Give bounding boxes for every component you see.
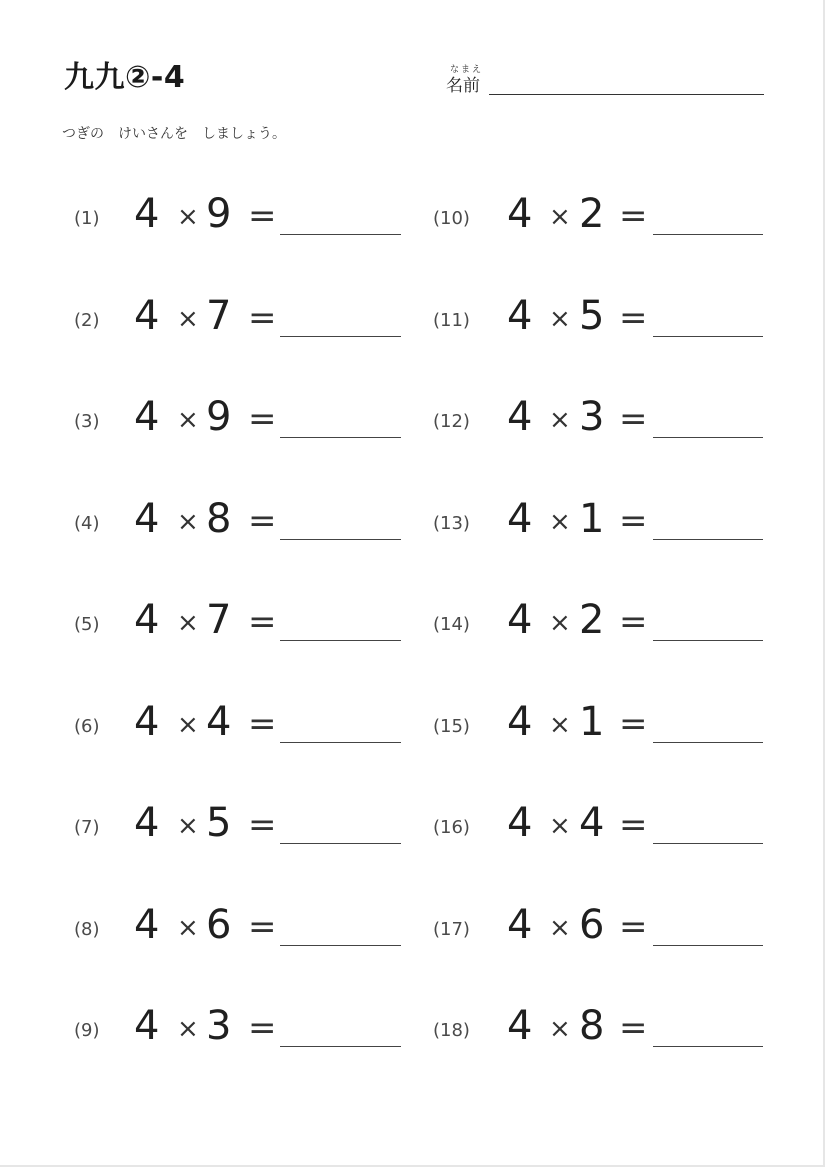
problem-item [433, 191, 773, 240]
multiplicand: 4 [507, 293, 533, 339]
answer-line[interactable] [280, 640, 401, 641]
multiplicand: 4 [134, 1003, 160, 1049]
problem-number: (8) [74, 919, 100, 940]
answer-line[interactable] [653, 234, 763, 235]
equals-sign: = [248, 1008, 277, 1048]
times-sign: × [549, 405, 571, 435]
multiplicand: 4 [507, 699, 533, 745]
problem-item [433, 800, 773, 849]
equals-sign: = [248, 196, 277, 236]
multiplicand: 4 [507, 902, 533, 948]
multiplicand: 4 [507, 394, 533, 440]
multiplicand: 4 [134, 597, 160, 643]
answer-line[interactable] [280, 234, 401, 235]
equals-sign: = [619, 805, 648, 845]
problem-item [74, 191, 414, 240]
equals-sign: = [248, 907, 277, 947]
problem-item [74, 800, 414, 849]
multiplier: 3 [579, 394, 605, 440]
problem-number: (7) [74, 817, 100, 838]
problem-item [433, 496, 773, 545]
problem-item [74, 1003, 414, 1052]
problem-number: (5) [74, 614, 100, 635]
problem-item [433, 394, 773, 443]
problem-item [74, 699, 414, 748]
times-sign: × [549, 1014, 571, 1044]
name-label: 名前 [446, 76, 480, 96]
multiplicand: 4 [507, 496, 533, 542]
problem-item [74, 597, 414, 646]
problem-number: (17) [433, 919, 470, 940]
problem-number: (12) [433, 411, 470, 432]
multiplier: 6 [206, 902, 232, 948]
problem-number: (9) [74, 1020, 100, 1041]
answer-line[interactable] [280, 742, 401, 743]
times-sign: × [177, 1014, 199, 1044]
answer-line[interactable] [280, 336, 401, 337]
equals-sign: = [248, 399, 277, 439]
multiplicand: 4 [507, 191, 533, 237]
answer-line[interactable] [653, 539, 763, 540]
answer-line[interactable] [653, 742, 763, 743]
problem-number: (2) [74, 310, 100, 331]
answer-line[interactable] [653, 437, 763, 438]
multiplier: 3 [206, 1003, 232, 1049]
multiplier: 9 [206, 191, 232, 237]
answer-line[interactable] [653, 640, 763, 641]
multiplier: 5 [579, 293, 605, 339]
multiplicand: 4 [134, 191, 160, 237]
multiplier: 5 [206, 800, 232, 846]
multiplicand: 4 [507, 800, 533, 846]
equals-sign: = [619, 1008, 648, 1048]
multiplier: 2 [579, 191, 605, 237]
problem-number: (11) [433, 310, 470, 331]
multiplier: 1 [579, 699, 605, 745]
multiplicand: 4 [507, 597, 533, 643]
multiplicand: 4 [134, 496, 160, 542]
problem-item [74, 496, 414, 545]
answer-line[interactable] [280, 539, 401, 540]
answer-line[interactable] [280, 1046, 401, 1047]
problem-number: (13) [433, 513, 470, 534]
equals-sign: = [619, 196, 648, 236]
problem-number: (6) [74, 716, 100, 737]
problem-item [74, 293, 414, 342]
instruction-text: つぎの けいさんを しましょう。 [62, 126, 286, 142]
times-sign: × [549, 913, 571, 943]
name-ruby: なまえ [450, 65, 484, 75]
times-sign: × [177, 405, 199, 435]
page-title: 九九②-4 [64, 60, 186, 95]
equals-sign: = [619, 602, 648, 642]
times-sign: × [549, 608, 571, 638]
problem-item [433, 699, 773, 748]
name-answer-line[interactable] [489, 94, 764, 95]
multiplicand: 4 [507, 1003, 533, 1049]
times-sign: × [549, 811, 571, 841]
equals-sign: = [619, 704, 648, 744]
times-sign: × [177, 811, 199, 841]
multiplier: 6 [579, 902, 605, 948]
times-sign: × [549, 507, 571, 537]
multiplicand: 4 [134, 902, 160, 948]
times-sign: × [549, 710, 571, 740]
multiplicand: 4 [134, 699, 160, 745]
equals-sign: = [619, 907, 648, 947]
problem-number: (15) [433, 716, 470, 737]
equals-sign: = [248, 602, 277, 642]
times-sign: × [549, 202, 571, 232]
multiplier: 2 [579, 597, 605, 643]
equals-sign: = [619, 298, 648, 338]
multiplier: 8 [206, 496, 232, 542]
equals-sign: = [248, 298, 277, 338]
name-field [446, 62, 766, 98]
multiplier: 1 [579, 496, 605, 542]
problem-item [74, 902, 414, 951]
equals-sign: = [619, 399, 648, 439]
multiplier: 9 [206, 394, 232, 440]
times-sign: × [177, 202, 199, 232]
problem-number: (4) [74, 513, 100, 534]
answer-line[interactable] [280, 437, 401, 438]
problem-number: (14) [433, 614, 470, 635]
multiplier: 8 [579, 1003, 605, 1049]
multiplier: 7 [206, 597, 232, 643]
answer-line[interactable] [653, 1046, 763, 1047]
problem-item [433, 902, 773, 951]
answer-line[interactable] [280, 843, 401, 844]
problem-number: (1) [74, 208, 100, 229]
problem-number: (3) [74, 411, 100, 432]
times-sign: × [177, 304, 199, 334]
equals-sign: = [248, 704, 277, 744]
multiplicand: 4 [134, 293, 160, 339]
multiplier: 4 [579, 800, 605, 846]
multiplier: 4 [206, 699, 232, 745]
problem-item [433, 597, 773, 646]
problem-item [74, 394, 414, 443]
problem-number: (18) [433, 1020, 470, 1041]
equals-sign: = [619, 501, 648, 541]
times-sign: × [177, 913, 199, 943]
answer-line[interactable] [653, 843, 763, 844]
problem-item [433, 1003, 773, 1052]
multiplicand: 4 [134, 394, 160, 440]
times-sign: × [177, 507, 199, 537]
equals-sign: = [248, 501, 277, 541]
answer-line[interactable] [280, 945, 401, 946]
equals-sign: = [248, 805, 277, 845]
multiplier: 7 [206, 293, 232, 339]
answer-line[interactable] [653, 945, 763, 946]
times-sign: × [549, 304, 571, 334]
times-sign: × [177, 710, 199, 740]
problem-item [433, 293, 773, 342]
problem-number: (16) [433, 817, 470, 838]
times-sign: × [177, 608, 199, 638]
problem-number: (10) [433, 208, 470, 229]
multiplicand: 4 [134, 800, 160, 846]
answer-line[interactable] [653, 336, 763, 337]
